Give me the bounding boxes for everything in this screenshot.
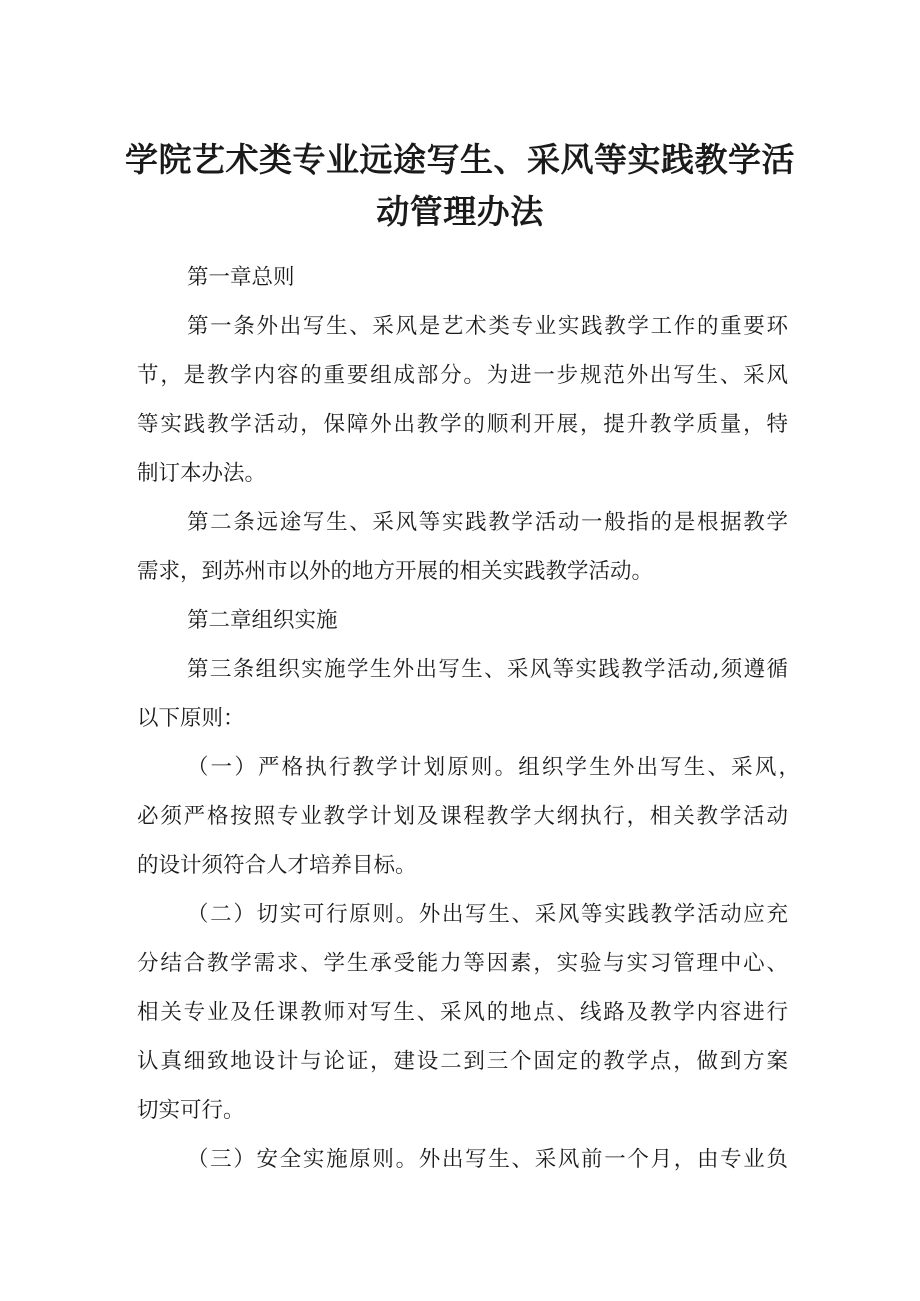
- paragraph-line: 以下原则：: [137, 706, 245, 731]
- paragraph-line: 切实可行。: [137, 1098, 245, 1123]
- paragraph-line: （二）切实可行原则。外出写生、采风等实践教学活动应充: [187, 902, 788, 927]
- paragraph-line: 第一条外出写生、采风是艺术类专业实践教学工作的重要环: [187, 314, 788, 339]
- paragraph-line: 需求，到苏州市以外的地方开展的相关实践教学活动。: [137, 559, 654, 584]
- chapter-heading: 第一章总则: [187, 265, 295, 290]
- paragraph-line: 节，是教学内容的重要组成部分。为进一步规范外出写生、采风: [137, 363, 788, 388]
- chapter-heading: 第二章组织实施: [187, 608, 338, 633]
- paragraph-line: 认真细致地设计与论证，建设二到三个固定的教学点，做到方案: [137, 1049, 788, 1074]
- paragraph-line: 必须严格按照专业教学计划及课程教学大纲执行，相关教学活动: [137, 804, 788, 829]
- paragraph-line: （一）严格执行教学计划原则。组织学生外出写生、采风，: [187, 755, 800, 780]
- paragraph-line: 第三条组织实施学生外出写生、采风等实践教学活动,须遵循: [187, 657, 788, 682]
- paragraph-line: 的设计须符合人才培养目标。: [137, 853, 417, 878]
- paragraph-line: （三）安全实施原则。外出写生、采风前一个月，由专业负: [187, 1147, 788, 1172]
- paragraph-line: 等实践教学活动，保障外出教学的顺利开展，提升教学质量，特: [137, 412, 788, 437]
- paragraph-line: 制订本办法。: [137, 461, 267, 486]
- paragraph-line: 分结合教学需求、学生承受能力等因素，实验与实习管理中心、: [137, 951, 788, 976]
- document-title-line-1: 学院艺术类专业远途写生、采风等实践教学活: [125, 140, 795, 179]
- paragraph-line: 第二条远途写生、采风等实践教学活动一般指的是根据教学: [187, 510, 788, 535]
- document-title-line-2: 动管理办法: [376, 192, 544, 231]
- paragraph-line: 相关专业及任课教师对写生、采风的地点、线路及教学内容进行: [137, 1000, 788, 1025]
